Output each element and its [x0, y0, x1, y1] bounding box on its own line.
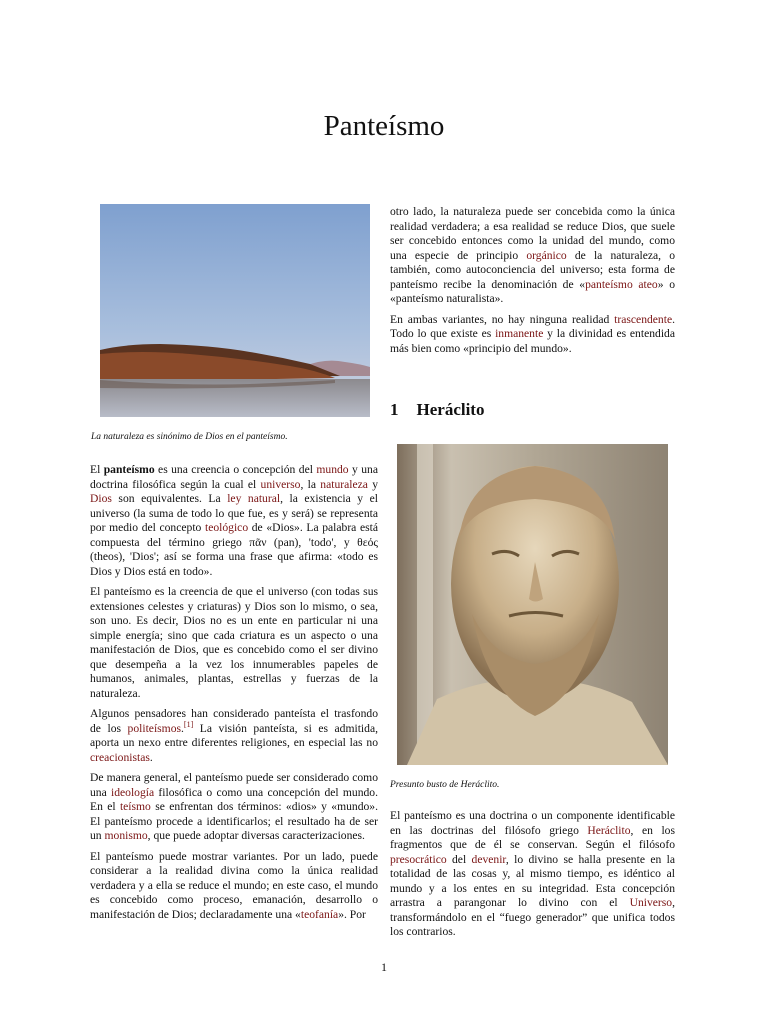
link-devenir[interactable]: devenir — [471, 852, 506, 866]
paragraph: De manera general, el panteísmo puede ser considerado como una ideología filosófica o como una concepción del mundo. En el teísmo se enfrentan dos términos: «dios» y «mundo». El panteísmo procede a identificarlos; el resultado ha de ser un monismo, que puede adoptar diversas caracterizaciones. — [90, 771, 378, 842]
link-teismo[interactable]: teísmo — [119, 800, 151, 813]
link-organico[interactable]: orgánico — [526, 248, 567, 262]
paragraph: En ambas variantes, no hay ninguna realidad trascendente. Todo lo que existe es inmanente y la divinidad es entendida más bien como «principio del mundo». — [390, 312, 675, 355]
bust-photo — [397, 444, 668, 765]
link-heraclito[interactable]: Heráclito — [587, 823, 631, 837]
right-column-bottom — [390, 809, 675, 946]
page-title: Panteísmo — [323, 110, 445, 142]
paragraph: Algunos pensadores han considerado panteísta el trasfondo de los politeísmos.[1] La visión panteísta, si es admitida, aporta un nexo entre diferentes religiones, en especial las no creacionistas. — [90, 707, 378, 764]
section-number: 1 — [390, 400, 399, 419]
right-column-top — [390, 205, 675, 362]
page-number: 1 — [381, 960, 387, 974]
link-teologico[interactable]: teológico — [204, 521, 249, 534]
link-panteismo-ateo[interactable]: panteísmo ateo — [585, 277, 658, 291]
lake-landscape-image — [100, 204, 370, 417]
link-universo[interactable]: universo — [260, 477, 301, 491]
link-mundo[interactable]: mundo — [316, 463, 349, 476]
paragraph: El panteísmo es la creencia de que el universo (con todas sus extensiones celestes y criaturas) y Dios son lo mismo, o sea, son uno. Es decir, Dios no es un ente en particular ni una simple energía; sino que cada criatura es un aspecto o una manifestación de Dios, que es concebido como el ser divino que desempeña a la vez los innumerables papeles de humanos, animales, plantas, estrellas y fuerzas de la naturaleza. — [90, 585, 378, 700]
paragraph: El panteísmo es una doctrina o un componente identificable en las doctrinas del filósofo griego Heráclito, en los fragmentos que de él se conservan. Según el filósofo presocrático del devenir, lo divino se halla presente en la totalidad de las cosas y, al mismo tiempo, es idéntico al mundo y a los entes en su integridad. Esta concepción arrastra a parangonar lo divino con el Universo, transformándolo en el “fuego generador” que unifica todos los contrarios. — [390, 809, 675, 938]
landscape-photo — [100, 204, 370, 417]
paragraph: El panteísmo es una creencia o concepción del mundo y una doctrina filosófica según la cual el universo, la naturaleza y Dios son equivalentes. La ley natural, la existencia y el universo (la suma de todo lo que fue, es y será) se representa por medio del concepto teológico de «Dios». La palabra está compuesta del término griego πᾶν (pan), 'todo', y θεός (theos), 'Dios'; así se forma una frase que afirma: «todo es Dios y Dios está en todo». — [90, 463, 379, 578]
link-ideologia[interactable]: ideología — [110, 785, 155, 799]
section-title: Heráclito — [416, 400, 485, 419]
link-naturaleza[interactable]: naturaleza — [320, 477, 368, 491]
link-dios[interactable]: Dios — [90, 492, 112, 505]
heraclitus-bust-image — [397, 444, 668, 765]
link-inmanente[interactable]: inmanente — [495, 327, 544, 340]
link-presocratico[interactable]: presocrático — [390, 852, 447, 866]
link-monismo[interactable]: monismo — [104, 829, 148, 842]
link-politeismos[interactable]: politeísmos — [127, 721, 182, 735]
paragraph: otro lado, la naturaleza puede ser concebida como la única realidad verdadera; a esa realidad se reduce Dios, que suele ser concebido entonces como la unidad del mundo, como una especie de principio orgánico de la naturaleza, o también, como autoconciencia del universo; esta forma de panteísmo recibe la denominación de «panteísmo ateo» o «panteísmo naturalista». — [390, 205, 675, 305]
link-creacionistas[interactable]: creacionistas — [90, 750, 150, 764]
link-ley-natural[interactable]: ley natural — [227, 492, 281, 505]
figure-caption-landscape: La naturaleza es sinónimo de Dios en el panteísmo. — [91, 432, 288, 442]
section-heading — [390, 400, 484, 420]
paragraph: El panteísmo puede mostrar variantes. Por un lado, puede considerar a la realidad divina como la única realidad verdadera y a ella se reduce el mundo; en este caso, el mundo es concebido como proceso, emanación, desarrollo o manifestación de Dios; declaradamente una «teofanía». Por — [90, 849, 378, 921]
left-column — [90, 463, 378, 928]
figure-caption-bust: Presunto busto de Heráclito. — [390, 780, 500, 790]
link-universo-2[interactable]: Universo — [629, 896, 673, 909]
reference-link[interactable]: [1] — [183, 719, 194, 729]
link-trascendente[interactable]: trascendente — [614, 312, 673, 326]
link-teofania[interactable]: teofanía — [300, 907, 339, 921]
